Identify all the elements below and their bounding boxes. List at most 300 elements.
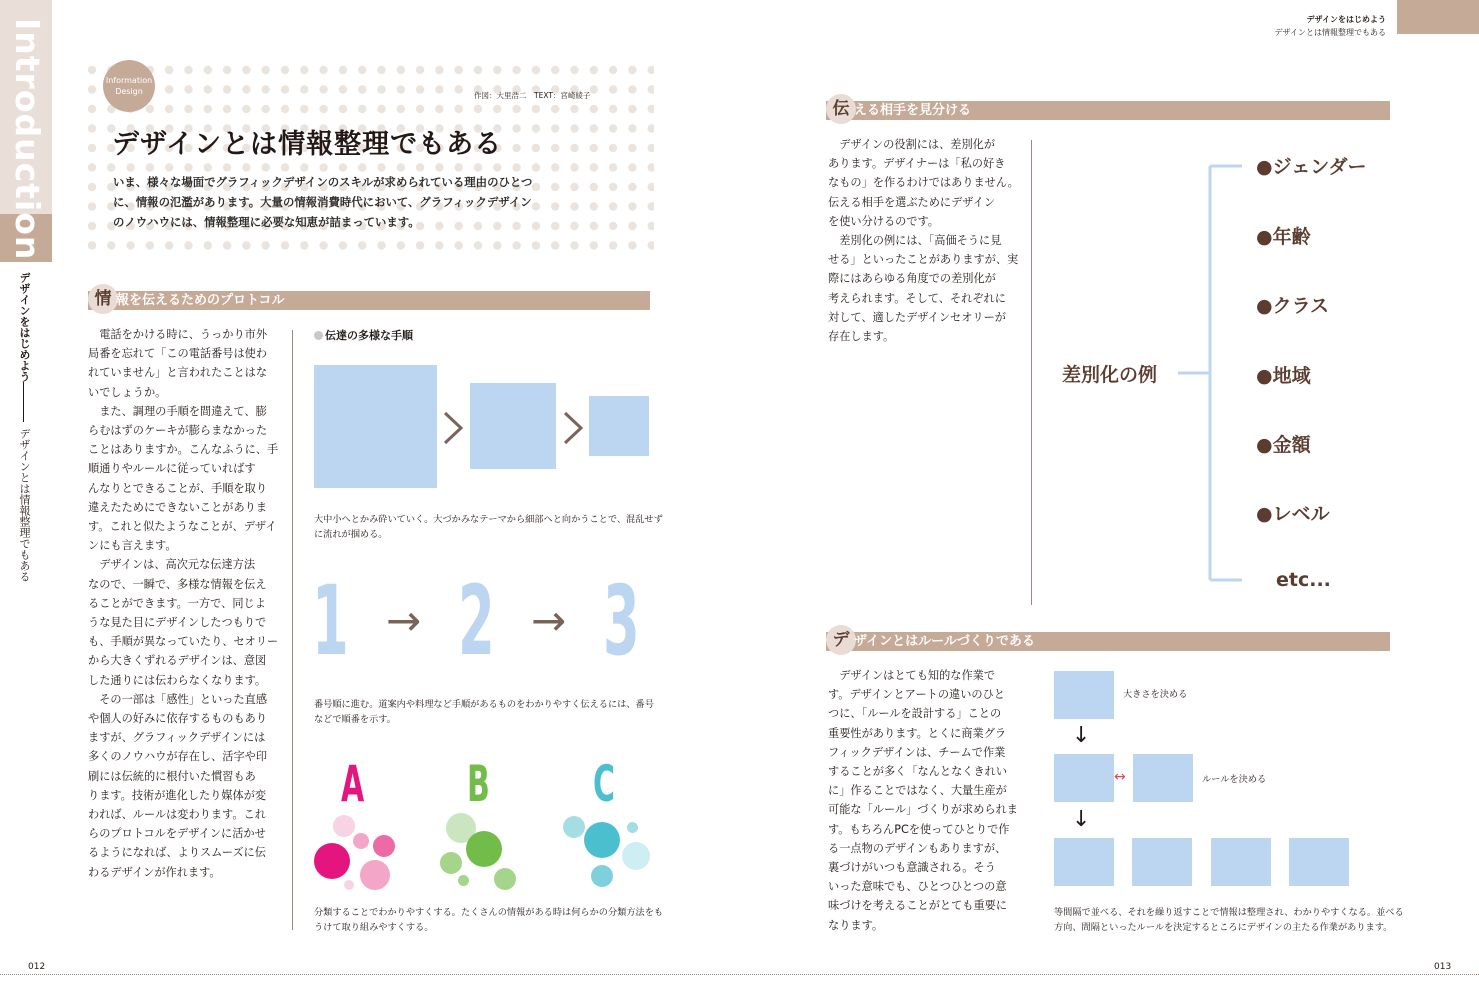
body-line: その一部は「感性」といった直感 — [99, 692, 268, 706]
pink-circle — [344, 880, 354, 890]
pattern-dot — [319, 66, 327, 74]
pattern-dot — [648, 163, 655, 171]
pattern-dot — [609, 222, 617, 230]
body-line: 味づけを考えることがとても重要に — [828, 899, 1008, 913]
section-heading-rules — [826, 632, 1390, 651]
label-size: 大きさを決める — [1123, 689, 1188, 700]
pattern-dot — [455, 66, 463, 74]
pattern-dot — [262, 105, 270, 113]
pattern-dot — [377, 241, 385, 249]
rule-square — [1132, 838, 1192, 886]
pattern-dot — [165, 85, 173, 93]
lead-line: いま、様々な場面でグラフィックデザインのスキルが求められている理由のひとつ — [113, 175, 533, 189]
pattern-dot — [512, 163, 520, 171]
pattern-dot — [88, 202, 96, 210]
pattern-dot — [358, 163, 366, 171]
pattern-dot — [242, 105, 250, 113]
pattern-dot — [126, 163, 134, 171]
body-line: 伝える相手を選ぶためにデザイン — [828, 195, 996, 209]
pattern-dot — [474, 105, 482, 113]
section3-body — [828, 666, 1028, 935]
pattern-dot — [397, 105, 405, 113]
bullet-icon — [314, 331, 323, 340]
side-tab-title: Introduction — [8, 18, 47, 261]
caption-line: 等間隔で並べる、それを繰り返すことで情報は整理され、わかりやすくなる。並べる — [1054, 907, 1404, 918]
pattern-dot — [628, 144, 636, 152]
pattern-dot — [377, 163, 385, 171]
pattern-dot — [204, 66, 212, 74]
pattern-dot — [628, 241, 636, 249]
pattern-dot — [532, 105, 540, 113]
pink-circle — [353, 833, 369, 849]
caption-line: 分類することでわかりやすくする。たくさんの情報がある時は何らかの分類方法をも — [314, 907, 664, 918]
pattern-dot — [590, 105, 598, 113]
pattern-dot — [590, 85, 598, 93]
pattern-dot — [223, 105, 231, 113]
pink-circle — [373, 835, 395, 857]
body-line: 刷には伝統的に根付いた慣習もあ — [88, 769, 256, 783]
pink-circle — [314, 843, 350, 879]
pattern-dot — [358, 105, 366, 113]
pattern-dot — [551, 202, 559, 210]
side-vertical-dash — [23, 382, 24, 422]
category-letter-c: C — [593, 755, 616, 813]
label-rule: ルールを決める — [1202, 774, 1267, 785]
body-line: なります。 — [828, 918, 884, 932]
credits: 作図：大里浩二 TEXT：宮崎綾子 — [474, 91, 591, 100]
body-line: デザインは、高次元な伝達方法 — [99, 558, 256, 572]
pattern-dot — [590, 202, 598, 210]
pattern-dot — [570, 183, 578, 191]
pattern-dot — [435, 105, 443, 113]
pattern-dot — [532, 222, 540, 230]
step-number-2: 2 — [458, 565, 495, 677]
pattern-dot — [435, 163, 443, 171]
pattern-dot — [339, 163, 347, 171]
body-line: や個人の好みに依存するものもあり — [88, 712, 268, 726]
body-line: つに、「ルールを設計する」ことの — [828, 707, 1002, 721]
pattern-dot — [339, 105, 347, 113]
pattern-dot — [551, 144, 559, 152]
pattern-dot — [397, 241, 405, 249]
badge-line2: Design — [115, 87, 143, 96]
body-line: することが多く「なんとなくきれい — [828, 765, 1008, 779]
pattern-dot — [300, 66, 308, 74]
pattern-dot — [377, 66, 385, 74]
pattern-dot — [146, 163, 154, 171]
pattern-dot — [551, 105, 559, 113]
column-divider — [1031, 140, 1032, 605]
pattern-dot — [358, 85, 366, 93]
pattern-dot — [609, 105, 617, 113]
body-line: 多くのノウハウが存在し、活字や印 — [88, 750, 268, 764]
square-medium — [470, 383, 556, 469]
body-line: んなりとできることが、手順を取り — [88, 481, 268, 495]
pattern-dot — [358, 241, 366, 249]
pattern-dot — [493, 66, 501, 74]
pattern-dot — [88, 163, 96, 171]
pattern-dot — [648, 202, 655, 210]
pattern-dot — [648, 124, 655, 132]
pattern-dot — [609, 66, 617, 74]
rules-caption — [1054, 905, 1404, 935]
figure-caption-1 — [314, 512, 663, 542]
pattern-dot — [648, 241, 655, 249]
pattern-dot — [435, 66, 443, 74]
green-circle — [458, 875, 469, 886]
pattern-dot — [339, 85, 347, 93]
pattern-dot — [223, 85, 231, 93]
pattern-dot — [628, 105, 636, 113]
pattern-dot — [628, 124, 636, 132]
pattern-dot — [88, 241, 96, 249]
body-line: るようになれば、よりスムーズに伝 — [88, 846, 266, 860]
pattern-dot — [204, 85, 212, 93]
running-head — [1200, 13, 1386, 39]
body-line: も、手順が異なっていたり、セオリー — [88, 635, 279, 649]
chevron-right-icon — [561, 411, 585, 445]
pattern-dot — [628, 163, 636, 171]
pattern-dot — [300, 85, 308, 93]
footer-rule — [0, 974, 1479, 975]
pattern-dot — [590, 222, 598, 230]
pattern-dot — [416, 241, 424, 249]
pattern-dot — [609, 183, 617, 191]
pattern-dot — [88, 222, 96, 230]
down-arrow-icon: ↓ — [1072, 807, 1091, 832]
section-initial: 情 — [88, 284, 118, 314]
cyan-circle — [591, 865, 613, 887]
pattern-dot — [648, 222, 655, 230]
pattern-dot — [609, 85, 617, 93]
chevron-right-icon — [441, 411, 465, 445]
body-line: 存在します。 — [828, 330, 895, 344]
pattern-dot — [551, 222, 559, 230]
badge-line1: Information — [105, 76, 153, 85]
figure-title — [314, 327, 413, 343]
pattern-dot — [512, 105, 520, 113]
body-line: れていません」と言われたことはな — [88, 366, 268, 380]
pattern-dot — [590, 163, 598, 171]
pattern-dot — [648, 183, 655, 191]
rule-square — [1133, 754, 1193, 802]
pattern-dot — [88, 124, 96, 132]
lead-line: に、情報の氾濫があります。大量の情報消費時代において、グラフィックデザイン — [113, 195, 532, 209]
pattern-dot — [474, 66, 482, 74]
body-line: デザインの役割には、差別化が — [839, 138, 996, 151]
pattern-dot — [146, 105, 154, 113]
cyan-circle — [627, 822, 638, 833]
body-line: また、調理の手順を間違えて、膨 — [99, 404, 267, 418]
pattern-dot — [532, 66, 540, 74]
body-line: した通りには伝わらなくなります。 — [88, 673, 267, 687]
pattern-dot — [551, 66, 559, 74]
body-line: フィックデザインは、チームで作業 — [828, 745, 1006, 759]
pattern-dot — [628, 202, 636, 210]
pattern-dot — [474, 163, 482, 171]
body-line: ります。技術が進化したり媒体が変 — [88, 788, 267, 802]
pattern-dot — [377, 105, 385, 113]
caption-line: 方向、間隔といったルールを決定するところにデザインの主たる作業があります。 — [1054, 922, 1393, 933]
pattern-dot — [281, 105, 289, 113]
body-line: らむはずのケーキが膨らまなかった — [88, 424, 268, 438]
pattern-dot — [242, 66, 250, 74]
pattern-dot — [551, 163, 559, 171]
pattern-dot — [262, 85, 270, 93]
rule-square — [1289, 838, 1349, 886]
column-divider — [292, 330, 293, 930]
pattern-dot — [242, 85, 250, 93]
pattern-dot — [339, 66, 347, 74]
diagram-root: 差別化の例 — [1062, 364, 1158, 386]
step-number-1: 1 — [312, 565, 349, 677]
pattern-dot — [512, 241, 520, 249]
pattern-dot — [184, 85, 192, 93]
section-heading-audience — [826, 101, 1390, 120]
pattern-dot — [455, 105, 463, 113]
body-line: 際にはあらゆる角度での差別化が — [828, 272, 996, 286]
pattern-dot — [570, 105, 578, 113]
rule-square — [1054, 671, 1114, 719]
caption-line: 大中小へとかみ砕いていく。大づかみなテーマから細部へと向かうことで、混乱せず — [314, 514, 663, 525]
body-line: いった意味でも、ひとつひとつの意 — [828, 880, 1007, 894]
body-line: 電話をかける時に、うっかり市外 — [99, 328, 268, 341]
down-arrow-icon: ↓ — [1072, 723, 1091, 748]
pattern-dot — [300, 163, 308, 171]
pattern-dot — [242, 163, 250, 171]
body-line: に」作ることではなく、大量生産が — [828, 784, 1007, 798]
figure-caption-2 — [314, 697, 654, 727]
pattern-dot — [609, 144, 617, 152]
pattern-dot — [628, 183, 636, 191]
pattern-dot — [570, 144, 578, 152]
pattern-dot — [339, 241, 347, 249]
rule-square — [1054, 754, 1114, 802]
pattern-dot — [532, 124, 540, 132]
section1-body — [88, 325, 279, 882]
body-line: せる」といったことがありますが、実 — [828, 253, 1019, 267]
pattern-dot — [416, 163, 424, 171]
pattern-dot — [474, 241, 482, 249]
folio-left: 012 — [28, 962, 46, 972]
body-line: われば、ルールは変わります。これ — [88, 808, 266, 822]
pattern-dot — [532, 163, 540, 171]
pattern-dot — [551, 241, 559, 249]
pattern-dot — [223, 66, 231, 74]
pattern-dot — [107, 241, 115, 249]
pattern-dot — [648, 85, 655, 93]
pattern-dot — [512, 144, 520, 152]
pattern-dot — [88, 85, 96, 93]
body-line: わるデザインが作れます。 — [88, 865, 221, 879]
side-vertical-title-text: デザインをはじめよう — [18, 272, 31, 382]
body-line: 可能な「ルール」づくりが求められま — [828, 803, 1018, 817]
diagram-item-level: ●レベル — [1256, 503, 1330, 525]
body-line: から大きくずれるデザインは、意図 — [88, 654, 267, 668]
pink-circle — [360, 860, 390, 890]
pattern-dot — [204, 241, 212, 249]
pattern-dot — [532, 183, 540, 191]
pattern-dot — [262, 163, 270, 171]
pattern-dot — [570, 124, 578, 132]
diagram-item-etc: etc... — [1276, 569, 1331, 591]
section-title: える相手を見分ける — [854, 103, 972, 118]
pattern-dot — [416, 66, 424, 74]
pattern-dot — [590, 144, 598, 152]
pattern-dot — [397, 163, 405, 171]
pattern-dot — [512, 66, 520, 74]
pattern-dot — [146, 241, 154, 249]
square-small — [589, 396, 649, 456]
pattern-dot — [281, 66, 289, 74]
pattern-dot — [281, 241, 289, 249]
pattern-dot — [184, 66, 192, 74]
cyan-circle — [622, 842, 650, 870]
green-circle — [494, 868, 516, 890]
pattern-dot — [165, 105, 173, 113]
pattern-dot — [628, 85, 636, 93]
pattern-dot — [242, 241, 250, 249]
diagram-item-price: ●金額 — [1256, 434, 1311, 456]
arrow-right-icon: → — [386, 596, 422, 645]
pattern-dot — [551, 124, 559, 132]
pattern-dot — [319, 105, 327, 113]
diagram-item-class: ●クラス — [1256, 295, 1330, 317]
pattern-dot — [570, 66, 578, 74]
pattern-dot — [319, 163, 327, 171]
body-line: らのプロトコルをデザインに活かせ — [88, 827, 266, 841]
cyan-circle — [584, 822, 620, 858]
pattern-dot — [455, 85, 463, 93]
pattern-dot — [88, 144, 96, 152]
body-line: る一点物のデザインもありますが、 — [828, 841, 1007, 855]
arrow-right-icon: → — [531, 596, 567, 645]
pattern-dot — [609, 163, 617, 171]
pattern-dot — [319, 85, 327, 93]
section-title: 報を伝えるためのプロトコル — [116, 293, 285, 308]
pattern-dot — [551, 183, 559, 191]
side-vertical-title — [16, 272, 32, 382]
pattern-dot — [590, 183, 598, 191]
rule-square — [1054, 838, 1114, 886]
section-initial: 伝 — [826, 94, 856, 124]
body-line: なもの」を作るわけではありません。 — [828, 176, 1019, 190]
body-line: あります。デザイナーは「私の好き — [828, 157, 1006, 171]
pattern-dot — [493, 241, 501, 249]
pattern-dot — [281, 163, 289, 171]
pattern-dot — [107, 163, 115, 171]
caption-line: などで順番を示す。 — [314, 714, 396, 725]
body-line: を使い分けるのです。 — [828, 214, 939, 228]
pattern-dot — [184, 105, 192, 113]
folio-right: 013 — [1434, 962, 1452, 972]
side-vertical-subtitle: デザインとは情報整理でもある — [18, 428, 31, 582]
body-line: うな見た目にデザインしたつもりで — [88, 616, 267, 630]
pattern-dot — [570, 241, 578, 249]
diagram-item-age: ●年齢 — [1256, 226, 1311, 248]
pattern-dot — [281, 85, 289, 93]
body-line: ることができます。一方で、同じよ — [88, 596, 266, 610]
pattern-dot — [204, 105, 212, 113]
running-head-title: デザインをはじめよう — [1306, 15, 1386, 24]
pattern-dot — [648, 105, 655, 113]
pattern-dot — [88, 66, 96, 74]
lead-line: のノウハウには、情報整理に必要な知恵が詰まっています。 — [113, 215, 420, 229]
pattern-dot — [590, 66, 598, 74]
caption-line: に流れが掴める。 — [314, 529, 388, 540]
pattern-dot — [609, 241, 617, 249]
body-line: ンにも言えます。 — [88, 539, 177, 553]
pattern-dot — [570, 222, 578, 230]
category-letter-a: A — [341, 755, 365, 813]
body-line: いでしょうか。 — [88, 385, 167, 399]
pattern-dot — [223, 163, 231, 171]
lead-text — [113, 172, 532, 232]
body-line: す。これと似たようなことが、デザイ — [88, 520, 277, 534]
pattern-dot — [204, 163, 212, 171]
double-arrow-icon: ↔ — [1114, 769, 1126, 785]
body-line: デザインはとても知的な作業で — [839, 669, 996, 682]
cyan-circle — [563, 816, 585, 838]
pattern-dot — [184, 163, 192, 171]
pattern-dot — [532, 241, 540, 249]
pattern-dot — [319, 241, 327, 249]
pattern-dot — [184, 241, 192, 249]
body-line: 裏づけがいつも意識される。そう — [828, 861, 996, 875]
pattern-dot — [223, 241, 231, 249]
pattern-dot — [300, 241, 308, 249]
body-line: 順通りやルールに従っていればす — [88, 462, 256, 476]
square-large — [314, 365, 437, 488]
pattern-dot — [262, 241, 270, 249]
pattern-dot — [358, 66, 366, 74]
pattern-dot — [377, 85, 385, 93]
pattern-dot — [455, 163, 463, 171]
pattern-dot — [262, 66, 270, 74]
caption-line: うけて取り組みやすくする。 — [314, 922, 434, 933]
body-line: 重要性があります。とくに商業グラ — [828, 726, 1007, 740]
pattern-dot — [165, 241, 173, 249]
green-circle — [440, 852, 462, 874]
step-number-3: 3 — [603, 565, 640, 677]
pattern-dot — [165, 66, 173, 74]
diagram-item-gender: ●ジェンダー — [1256, 156, 1367, 178]
section-initial: デ — [826, 625, 856, 655]
green-circle — [466, 831, 502, 867]
section-title: ザインとはルールづくりである — [854, 634, 1035, 649]
pattern-dot — [397, 85, 405, 93]
info-design-badge — [103, 60, 155, 112]
pattern-dot — [493, 163, 501, 171]
body-line: 違えたためにできないことがありま — [88, 500, 268, 514]
body-line: なので、一瞬で、多様な情報を伝え — [88, 577, 267, 591]
pattern-dot — [493, 105, 501, 113]
body-line: 考えられます。そして、それぞれに — [828, 291, 1006, 305]
tree-connector — [1170, 160, 1250, 590]
figure-title-text: 伝達の多様な手順 — [325, 329, 413, 342]
pattern-dot — [397, 66, 405, 74]
pattern-dot — [165, 163, 173, 171]
pattern-dot — [512, 124, 520, 132]
pattern-dot — [532, 202, 540, 210]
section2-body — [828, 135, 1019, 346]
corner-tab — [1397, 0, 1479, 34]
pattern-dot — [435, 85, 443, 93]
pattern-dot — [416, 85, 424, 93]
pattern-dot — [628, 222, 636, 230]
caption-line: 番号順に進む。道案内や料理など手順があるものをわかりやすく伝えるには、番号 — [314, 699, 654, 710]
pattern-dot — [609, 202, 617, 210]
